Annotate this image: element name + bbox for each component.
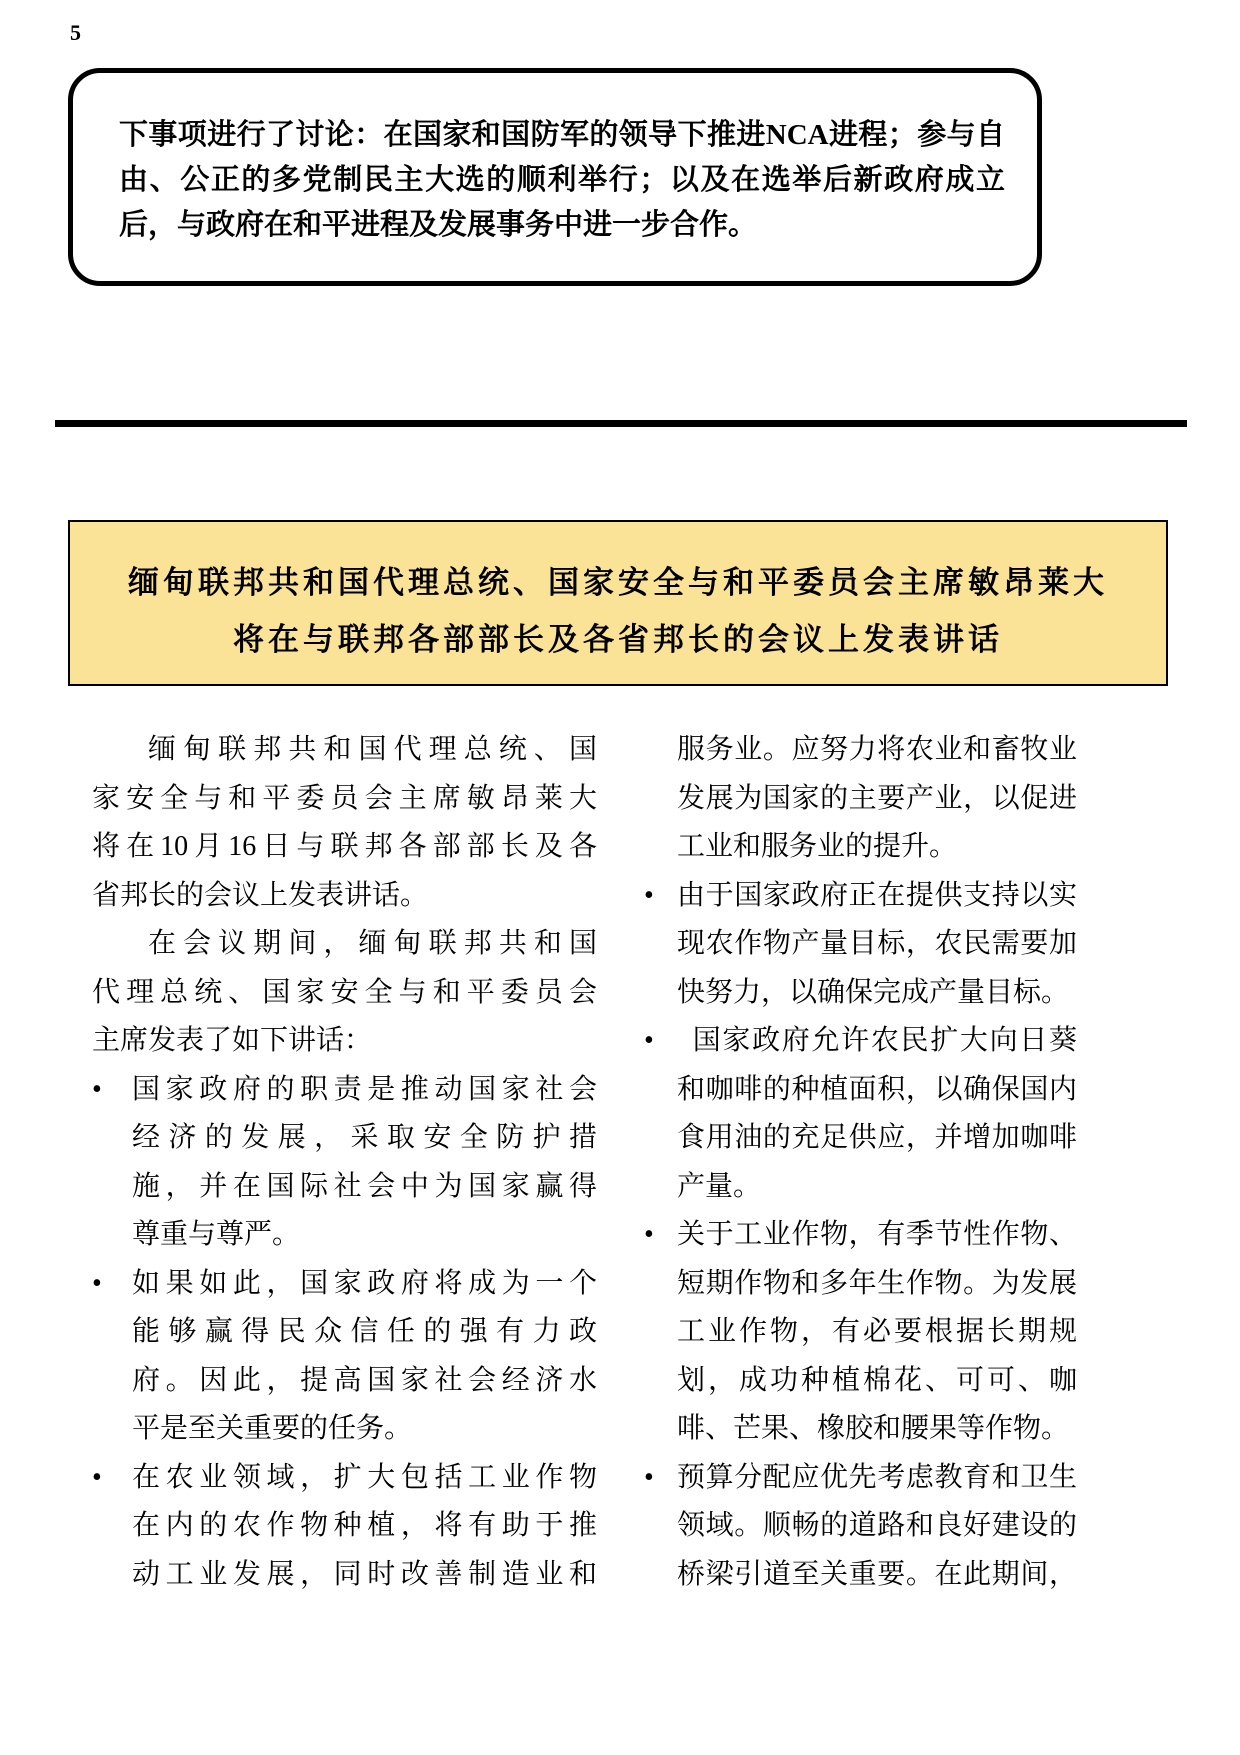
headline-line: 将在与联邦各部部长及各省邦长的会议上发表讲话 xyxy=(233,622,1003,657)
text-line: 施，并在国际社会中为国家赢得 xyxy=(132,1170,597,1202)
bullet-text xyxy=(132,1066,597,1260)
text-line: 能够赢得民众信任的强有力政 xyxy=(132,1316,597,1347)
paragraph xyxy=(92,920,597,1066)
bullet-icon: • xyxy=(92,1267,102,1299)
text-line: 主席发表了如下讲话： xyxy=(92,1025,373,1056)
intro-box-line: 下事项进行了讨论：在国家和国防军的领导下推进NCA进程；参与自 xyxy=(119,119,1005,151)
bullet-icon: • xyxy=(644,1219,654,1250)
text-line: 啡、芒果、橡胶和腰果等作物。 xyxy=(677,1413,1070,1444)
text-line: 和咖啡的种植面积，以确保国内 xyxy=(677,1073,1077,1105)
bullet-text xyxy=(677,1211,1077,1454)
headline-line: 缅甸联邦共和国代理总统、国家安全与和平委员会主席敏昂莱大 xyxy=(128,565,1108,600)
text-line: 省邦长的会议上发表讲话。 xyxy=(92,879,429,911)
text-line: 服务业。应努力将农业和畜牧业 xyxy=(677,734,1077,765)
text-line: 快努力，以确保完成产量目标。 xyxy=(677,976,1070,1008)
text-line: 领域。顺畅的道路和良好建设的 xyxy=(677,1510,1077,1541)
paragraph xyxy=(644,726,1077,872)
bullet-item xyxy=(644,872,1077,1018)
bullet-text xyxy=(677,1454,1077,1600)
bullet-item xyxy=(92,1260,597,1454)
text-line: 工业作物，有必要根据长期规 xyxy=(677,1316,1077,1347)
text-line: 代理总统、国家安全与和平委员会 xyxy=(92,976,597,1008)
headline-banner xyxy=(68,520,1168,686)
text-line: 动工业发展，同时改善制造业和 xyxy=(132,1558,597,1590)
text-line: 家安全与和平委员会主席敏昂莱大 xyxy=(92,782,597,814)
text-line: 尊重与尊严。 xyxy=(132,1219,301,1250)
text-line: 缅甸联邦共和国代理总统、国 xyxy=(148,734,597,765)
article-body xyxy=(92,726,1077,1599)
text-line: 短期作物和多年生作物。为发展 xyxy=(677,1267,1077,1299)
text-line: 现农作物产量目标，农民需要加 xyxy=(677,928,1077,959)
bullet-icon xyxy=(644,726,677,872)
intro-callout-box xyxy=(68,68,1042,286)
article-right-column xyxy=(644,726,1077,1599)
bullet-item xyxy=(644,1211,1077,1454)
bullet-text xyxy=(132,1454,597,1600)
text-line: 府。因此，提高国家社会经济水 xyxy=(132,1364,597,1396)
bullet-item xyxy=(92,1454,597,1600)
text-line: 在农业领域，扩大包括工业作物 xyxy=(132,1461,597,1493)
bullet-item xyxy=(644,1017,1077,1211)
text-line: 在会议期间，缅甸联邦共和国 xyxy=(148,928,597,959)
text-line: 在内的农作物种植，将有助于推 xyxy=(132,1510,597,1541)
text-line: 食用油的充足供应，并增加咖啡 xyxy=(677,1122,1077,1153)
text-line: 发展为国家的主要产业，以促进 xyxy=(677,782,1077,814)
bullet-item xyxy=(644,1454,1077,1600)
bullet-text xyxy=(677,1017,1077,1211)
bullet-icon: • xyxy=(644,1461,654,1493)
text-line: 如果如此，国家政府将成为一个 xyxy=(132,1267,597,1299)
text-line: 关于工业作物，有季节性作物、 xyxy=(677,1219,1077,1250)
bullet-text xyxy=(132,1260,597,1454)
bullet-icon: • xyxy=(644,1025,654,1056)
text-line: 预算分配应优先考虑教育和卫生 xyxy=(677,1461,1077,1493)
text-line: 平是至关重要的任务。 xyxy=(132,1413,413,1444)
text-line: 国家政府的职责是推动国家社会 xyxy=(132,1073,597,1105)
bullet-icon: • xyxy=(644,879,654,911)
bullet-text xyxy=(677,726,1077,872)
text-line: 产量。 xyxy=(677,1170,762,1202)
text-line: 桥梁引道至关重要。在此期间， xyxy=(677,1558,1077,1590)
intro-box-line: 后，与政府在和平进程及发展事务中进一步合作。 xyxy=(119,209,758,241)
bullet-item xyxy=(92,1066,597,1260)
article-left-column xyxy=(92,726,597,1599)
text-line: 经济的发展，采取安全防护措 xyxy=(132,1122,597,1153)
bullet-text xyxy=(677,872,1077,1018)
intro-box-line: 由、公正的多党制民主大选的顺利举行；以及在选举后新政府成立 xyxy=(119,164,1005,196)
paragraph xyxy=(92,726,597,920)
bullet-icon: • xyxy=(92,1461,102,1493)
text-line: 划，成功种植棉花、可可、咖 xyxy=(677,1364,1077,1396)
bullet-icon: • xyxy=(92,1073,102,1105)
text-line: 将在10月16日与联邦各部部长及各 xyxy=(92,831,597,862)
text-line: 国家政府允许农民扩大向日葵 xyxy=(677,1025,1077,1056)
text-line: 由于国家政府正在提供支持以实 xyxy=(677,879,1077,911)
text-line: 工业和服务业的提升。 xyxy=(677,831,958,862)
page-number: 5 xyxy=(70,20,81,45)
section-divider xyxy=(55,420,1187,427)
